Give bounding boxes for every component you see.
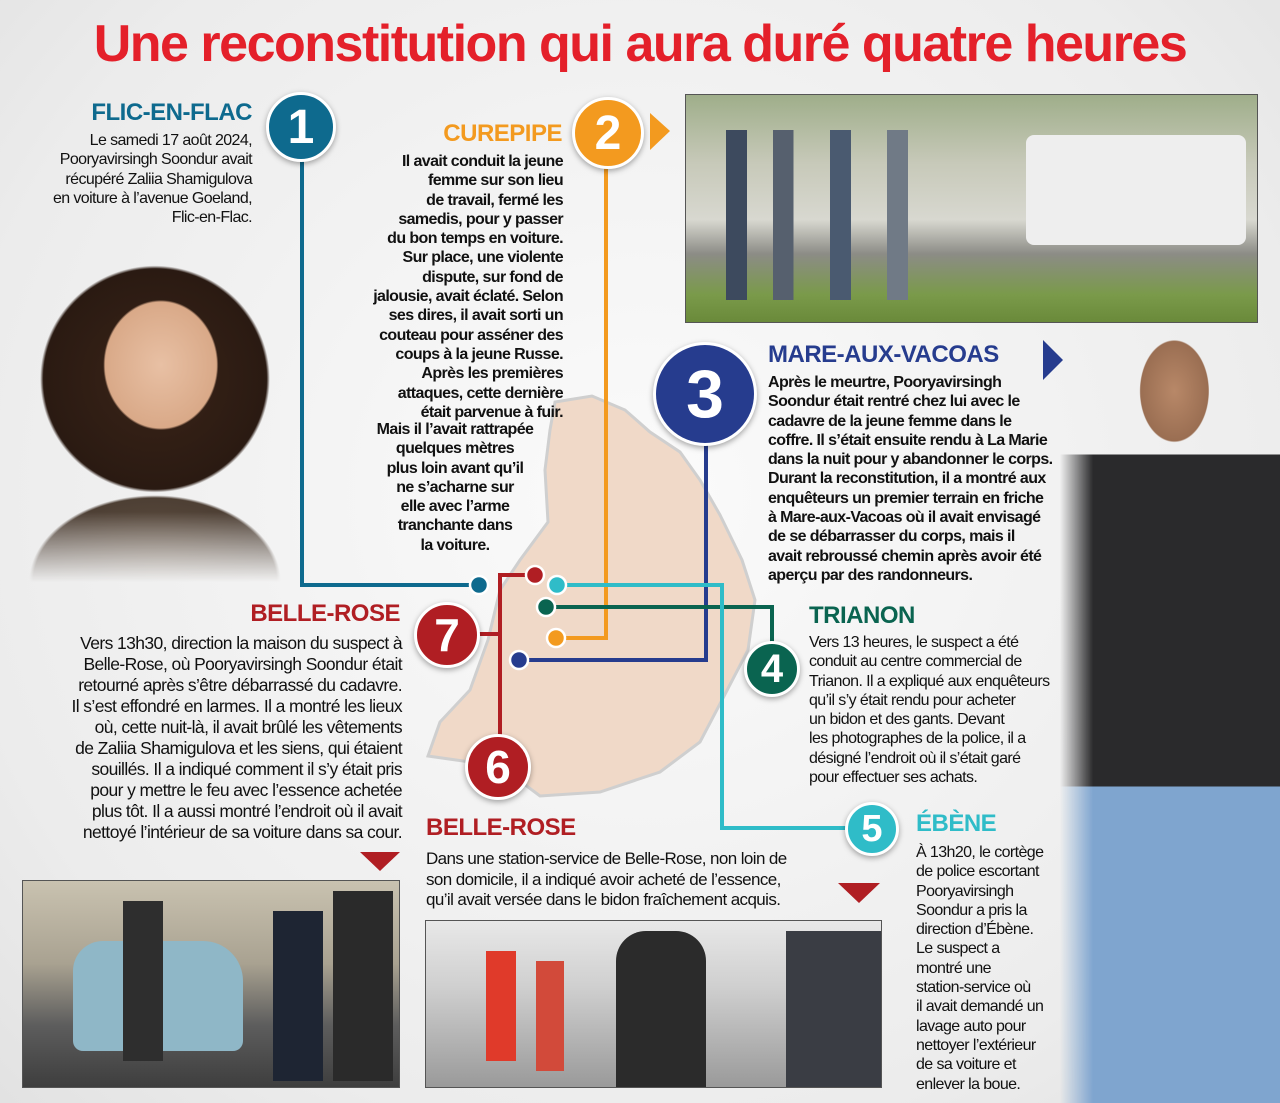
map-dot-3 <box>510 651 528 669</box>
map-dot-1 <box>470 576 488 594</box>
step-2-badge: 2 <box>572 97 644 169</box>
step-2-text-continued: Mais il l’avait rattrapée quelques mètres plus loin avant qu’il ne s’acharne sur elle avec l’arme tranchante dans la voiture. <box>376 421 534 554</box>
step-7-text: Vers 13h30, direction la maison du suspect à Belle-Rose, où Pooryavirsingh Soondur était retourné après s’être débarrassé du cadavre. Il s’est effondré en larmes. Il a montré les lieux où, cette nuit-là, il avait brûlé les vêtements de Zaliia Shamigulova et les siens, qui étaient souillés. Il a indiqué comment il s’y était pris pour y mettre le feu avec l’essence achetée plus tôt. Il a aussi montré l’endroit où il avait nettoyé l’intérieur de sa voiture dans sa cour. <box>71 633 402 842</box>
map-dot-2 <box>547 629 565 647</box>
step-5-text: À 13h20, le cortège de police escortant Pooryavirsingh Soondur a pris la direction d’Ébène. Le suspect a montré une station-service où il avait demandé un lavage auto pour nettoyer l’extérieur de sa voiture et enlever la boue. <box>916 844 1044 1093</box>
map-dot-5 <box>548 576 566 594</box>
arrow-down-icon <box>838 883 880 903</box>
step-1-title: FLIC-EN-FLAC <box>91 99 252 126</box>
step-5-title: ÉBÈNE <box>916 810 997 837</box>
step-5-badge: 5 <box>845 802 899 856</box>
step-1-badge: 1 <box>266 92 336 162</box>
step-4-badge: 4 <box>744 641 800 697</box>
arrow-right-icon <box>650 113 670 150</box>
map-dot-6-7 <box>526 566 544 584</box>
arrow-down-icon <box>360 852 400 871</box>
map-dot-4 <box>537 598 555 616</box>
step-4-text: Vers 13 heures, le suspect a été conduit au centre commercial de Trianon. Il a expliqué aux enquêteurs qu’il s’y était rendu pour acheter un bidon et des gants. Devant les photographes de la police, il a désigné l’endroit où il s’était garé pour effectuer ses achats. <box>809 634 1050 787</box>
step-3-text: Après le meurtre, Pooryavirsingh Soondur était rentré chez lui avec le cadavre de la jeune femme dans le coffre. Il s’était ensuite rendu à La Marie dans la nuit pour y abandonner le corps. Durant la reconstitution, il a montré aux enquêteurs un premier terrain en friche à Mare-aux-Vacoas où il avait envisagé de se débarrasser du corps, mais il avait rebroussé chemin après avoir été aperçu par des randonneurs. <box>768 374 1053 584</box>
step-3-title: MARE-AUX-VACOAS <box>768 341 999 368</box>
step-2-text: Il avait conduit la jeune femme sur son lieu de travail, fermé les samedis, pour y passer du bon temps en voiture. Sur place, une violente dispute, sur fond de jalousie, avait éclaté. Selon ses dires, il avait sorti un couteau pour asséner des coups à la jeune Russe. Après les premières attaques, cette dernière était parvenue à fuir. <box>373 153 563 421</box>
step-4-title: TRIANON <box>809 602 915 629</box>
step-3-badge: 3 <box>653 342 757 446</box>
step-7-badge: 7 <box>414 602 480 668</box>
step-1-text: Le samedi 17 août 2024, Pooryavirsingh Soondur avait récupéré Zaliia Shamigulova en voiture à l’avenue Goeland, Flic-en-Flac. <box>52 132 252 227</box>
step-6-text: Dans une station-service de Belle-Rose, non loin de son domicile, il a indiqué avoir acheté de l’essence, qu’il avait versée dans le bidon fraîchement acquis. <box>426 849 787 909</box>
headline: Une reconstitution qui aura duré quatre heures <box>93 15 1187 73</box>
step-2-title: CUREPIPE <box>443 120 562 147</box>
step-6-title: BELLE-ROSE <box>426 814 576 841</box>
step-6-badge: 6 <box>465 734 531 800</box>
step-7-title: BELLE-ROSE <box>250 600 400 627</box>
